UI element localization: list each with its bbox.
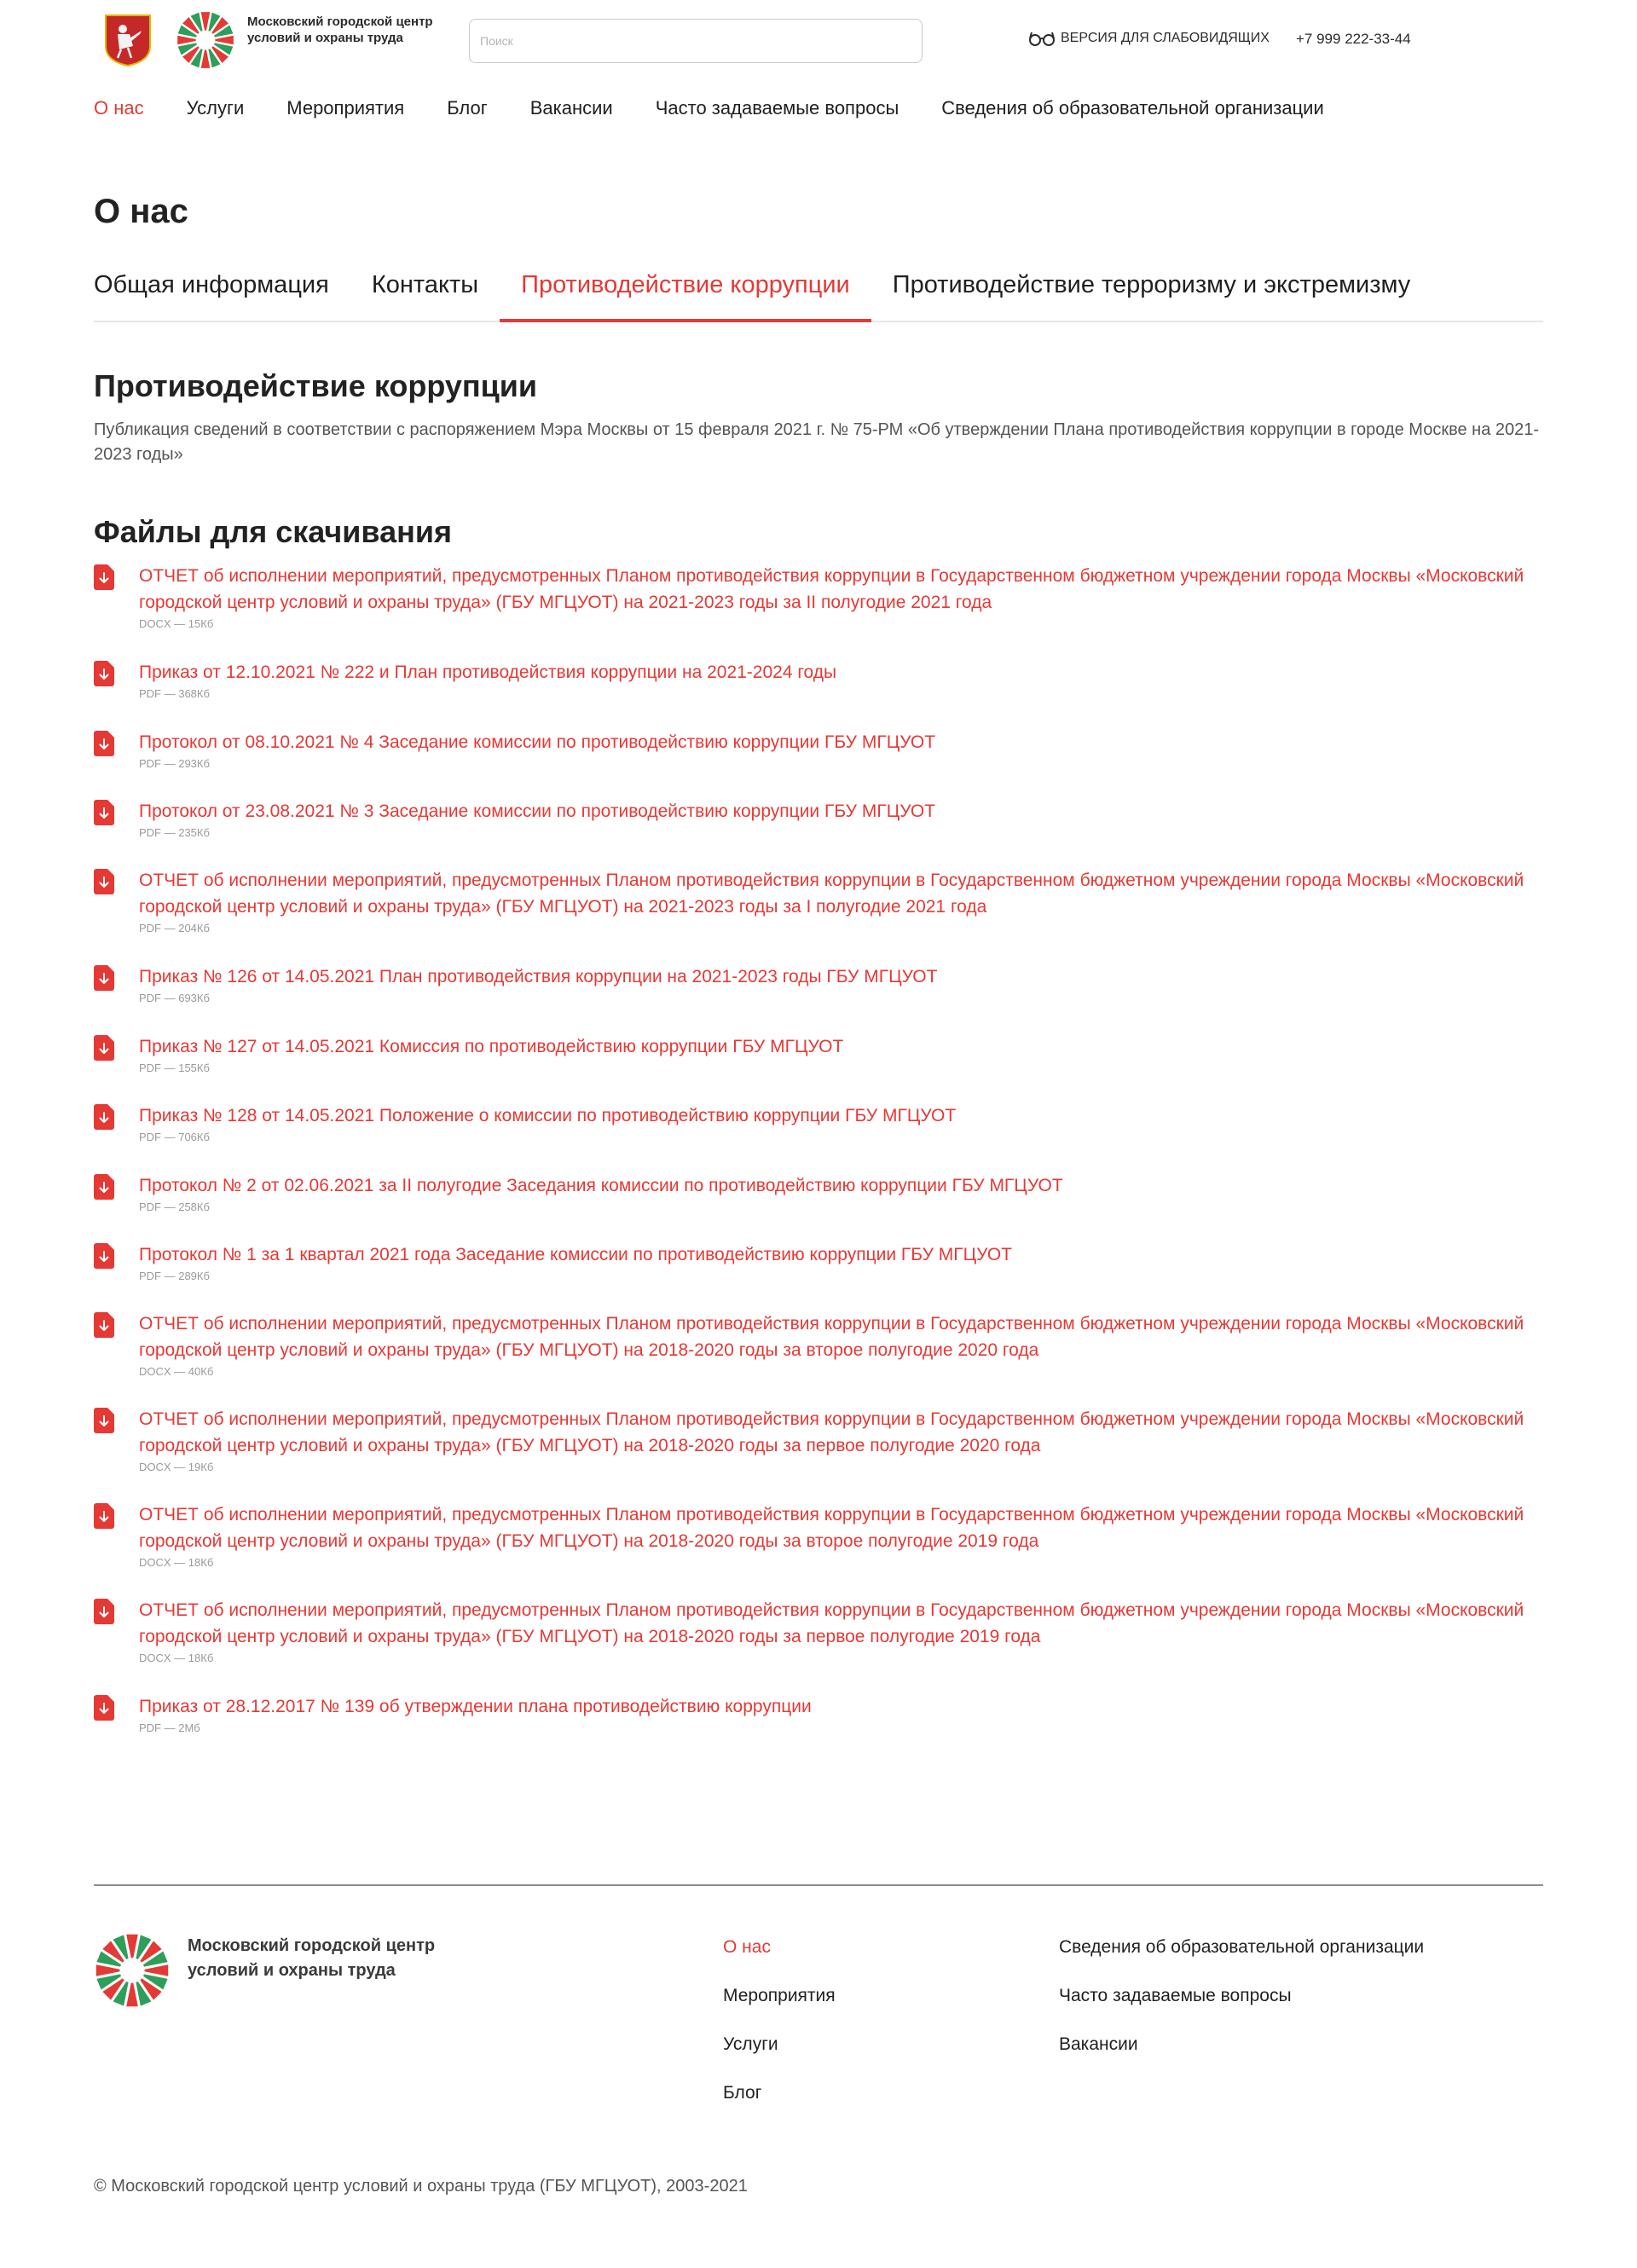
footer-link-blog[interactable]: Блог (723, 2083, 762, 2103)
vision-label: ВЕРСИЯ ДЛЯ СЛАБОВИДЯЩИХ (1061, 31, 1270, 45)
nav-item-events[interactable]: Мероприятия (286, 97, 405, 119)
copyright: © Московский городской центр условий и охраны труда (ГБУ МГЦУОТ), 2003-2021 (94, 2177, 748, 2196)
footer-link-about[interactable]: О нас (723, 1937, 771, 1957)
page-tabs (94, 271, 1543, 322)
file-title[interactable]: ОТЧЕТ об исполнении мероприятий, предусмотренных Планом противодействия коррупции в Государственном бюджетном учреждении города Москвы «Московский городской центр условий и охраны труда» (ГБУ МГЦУОТ) на 2021-2023 годы за I полугодие 2021 года (139, 871, 1524, 917)
file-title[interactable]: Протокол № 2 от 02.06.2021 за II полугодие Заседания комиссии по противодействию коррупции ГБУ МГЦУОТ (139, 1176, 1063, 1195)
file-item[interactable] (94, 1033, 1543, 1075)
file-download-icon[interactable] (94, 1035, 114, 1061)
nav-item-services[interactable]: Услуги (186, 97, 245, 119)
file-title[interactable]: ОТЧЕТ об исполнении мероприятий, предусмотренных Планом противодействия коррупции в Государственном бюджетном учреждении города Москвы «Московский городской центр условий и охраны труда» (ГБУ МГЦУОТ) на 2018-2020 годы за второе полугодие 2019 года (139, 1505, 1524, 1551)
file-title[interactable]: Протокол от 08.10.2021 № 4 Заседание комиссии по противодействию коррупции ГБУ МГЦУОТ (139, 732, 936, 752)
file-meta: DOCX — 40Кб (139, 1365, 214, 1378)
file-meta: PDF — 258Кб (139, 1201, 210, 1213)
file-download-icon[interactable] (94, 800, 114, 825)
nav-item-about[interactable]: О нас (94, 97, 144, 119)
section-title: Противодействие коррупции (94, 368, 538, 403)
file-item[interactable] (94, 563, 1543, 631)
nav-item-blog[interactable]: Блог (447, 97, 488, 119)
tab-general-info[interactable]: Общая информация (94, 271, 329, 298)
file-item[interactable] (94, 963, 1543, 1005)
file-download-icon[interactable] (94, 869, 114, 894)
file-meta: PDF — 293Кб (139, 757, 210, 770)
footer-column-2 (1059, 1923, 1424, 2068)
files-title: Файлы для скачивания (94, 514, 452, 549)
tab-anti-corruption[interactable]: Противодействие коррупции (500, 271, 871, 322)
file-item[interactable] (94, 1406, 1543, 1474)
file-item[interactable] (94, 1597, 1543, 1665)
footer-link-services[interactable]: Услуги (723, 2034, 778, 2054)
logo-text[interactable]: Московский городской центр условий и охраны труда (247, 14, 433, 45)
file-meta: PDF — 235Кб (139, 826, 210, 839)
tab-contacts[interactable]: Контакты (371, 271, 479, 298)
file-item[interactable] (94, 798, 1543, 840)
site-header (94, 0, 1543, 82)
file-download-icon[interactable] (94, 731, 114, 756)
footer-org-name: Московский городской центр условий и охраны труда (188, 1936, 436, 1980)
file-title[interactable]: ОТЧЕТ об исполнении мероприятий, предусмотренных Планом противодействия коррупции в Государственном бюджетном учреждении города Москвы «Московский городской центр условий и охраны труда» (ГБУ МГЦУОТ) на 2021-2023 годы за II полугодие 2021 года (139, 566, 1524, 612)
footer-column-1 (723, 1923, 836, 2117)
file-item[interactable] (94, 659, 1543, 701)
file-download-icon[interactable] (94, 1104, 114, 1130)
file-download-icon[interactable] (94, 1312, 114, 1338)
file-download-icon[interactable] (94, 1599, 114, 1624)
file-title[interactable]: ОТЧЕТ об исполнении мероприятий, предусмотренных Планом противодействия коррупции в Государственном бюджетном учреждении города Москвы «Московский городской центр условий и охраны труда» (ГБУ МГЦУОТ) на 2018-2020 годы за первое полугодие 2020 года (139, 1409, 1524, 1455)
file-download-icon[interactable] (94, 1243, 114, 1269)
footer-link-faq[interactable]: Часто задаваемые вопросы (1059, 1986, 1292, 2005)
file-item[interactable] (94, 867, 1543, 935)
file-download-icon[interactable] (94, 965, 114, 991)
mgtsuot-logo-icon[interactable] (176, 10, 235, 70)
file-item[interactable] (94, 1310, 1543, 1379)
file-meta: DOCX — 18Кб (139, 1652, 214, 1664)
file-title[interactable]: Приказ № 128 от 14.05.2021 Положение о комиссии по противодействию коррупции ГБУ МГЦУОТ (139, 1106, 957, 1125)
section-description: Публикация сведений в соответствии с распоряжением Мэра Москвы от 15 февраля 2021 г. № 75-РМ «Об утверждении Плана противодействия коррупции в городе Москве на 2021-2023 годы» (94, 420, 1540, 464)
vision-impaired-link[interactable] (1028, 31, 1270, 46)
nav-item-vacancies[interactable]: Вакансии (529, 97, 613, 119)
file-item[interactable] (94, 729, 1543, 771)
moscow-coat-of-arms-icon[interactable] (102, 12, 153, 67)
footer-link-vacancies[interactable]: Вакансии (1059, 2034, 1138, 2054)
nav-item-education-info[interactable]: Сведения об образовательной организации (941, 97, 1324, 119)
file-meta: PDF — 706Кб (139, 1131, 210, 1143)
file-title[interactable]: Протокол от 23.08.2021 № 3 Заседание комиссии по противодействию коррупции ГБУ МГЦУОТ (139, 801, 936, 821)
mgtsuot-logo-icon[interactable] (94, 1932, 171, 2009)
phone-link[interactable]: +7 999 222-33-44 (1296, 31, 1411, 47)
file-title[interactable]: Приказ от 28.12.2017 № 139 об утверждении плана противодействию коррупции (139, 1697, 812, 1716)
file-meta: PDF — 155Кб (139, 1062, 210, 1074)
file-title[interactable]: Приказ № 127 от 14.05.2021 Комиссия по противодействию коррупции ГБУ МГЦУОТ (139, 1037, 844, 1056)
file-meta: DOCX — 19Кб (139, 1461, 214, 1473)
file-download-icon[interactable] (94, 661, 114, 686)
file-download-icon[interactable] (94, 1695, 114, 1721)
page-title: О нас (94, 193, 188, 230)
file-meta: DOCX — 18Кб (139, 1556, 214, 1569)
file-download-icon[interactable] (94, 1408, 114, 1433)
file-item[interactable] (94, 1693, 1543, 1735)
file-item[interactable] (94, 1241, 1543, 1283)
file-meta: PDF — 693Кб (139, 992, 210, 1004)
file-download-icon[interactable] (94, 1503, 114, 1529)
glasses-icon (1028, 31, 1056, 46)
footer-link-education-info[interactable]: Сведения об образовательной организации (1059, 1937, 1425, 1957)
file-meta: PDF — 204Кб (139, 922, 210, 934)
tab-anti-terrorism[interactable]: Противодействие терроризму и экстремизму (892, 271, 1411, 298)
file-meta: PDF — 368Кб (139, 687, 210, 700)
file-item[interactable] (94, 1501, 1543, 1570)
file-item[interactable] (94, 1102, 1543, 1144)
nav-item-faq[interactable]: Часто задаваемые вопросы (655, 97, 899, 119)
file-title[interactable]: ОТЧЕТ об исполнении мероприятий, предусмотренных Планом противодействия коррупции в Государственном бюджетном учреждении города Москвы «Московский городской центр условий и охраны труда» (ГБУ МГЦУОТ) на 2018-2020 годы за второе полугодие 2020 года (139, 1314, 1524, 1360)
file-meta: PDF — 289Кб (139, 1270, 210, 1282)
footer-link-events[interactable]: Мероприятия (723, 1986, 836, 2005)
file-meta: PDF — 2Мб (139, 1721, 200, 1734)
file-download-icon[interactable] (94, 1174, 114, 1200)
file-download-icon[interactable] (94, 564, 114, 590)
file-title[interactable]: Протокол № 1 за 1 квартал 2021 года Заседание комиссии по противодействию коррупции ГБУ МГЦУОТ (139, 1245, 1012, 1264)
footer-divider (94, 1884, 1543, 1886)
file-item[interactable] (94, 1172, 1543, 1214)
main-nav (94, 97, 1324, 119)
file-meta: DOCX — 15Кб (139, 617, 214, 630)
file-title[interactable]: Приказ от 12.10.2021 № 222 и План противодействия коррупции на 2021-2024 годы (139, 662, 837, 682)
search-input[interactable] (469, 19, 923, 63)
file-title[interactable]: Приказ № 126 от 14.05.2021 План противодействия коррупции на 2021-2023 годы ГБУ МГЦУОТ (139, 967, 938, 986)
file-title[interactable]: ОТЧЕТ об исполнении мероприятий, предусмотренных Планом противодействия коррупции в Государственном бюджетном учреждении города Москвы «Московский городской центр условий и охраны труда» (ГБУ МГЦУОТ) на 2018-2020 годы за первое полугодие 2019 года (139, 1600, 1524, 1646)
